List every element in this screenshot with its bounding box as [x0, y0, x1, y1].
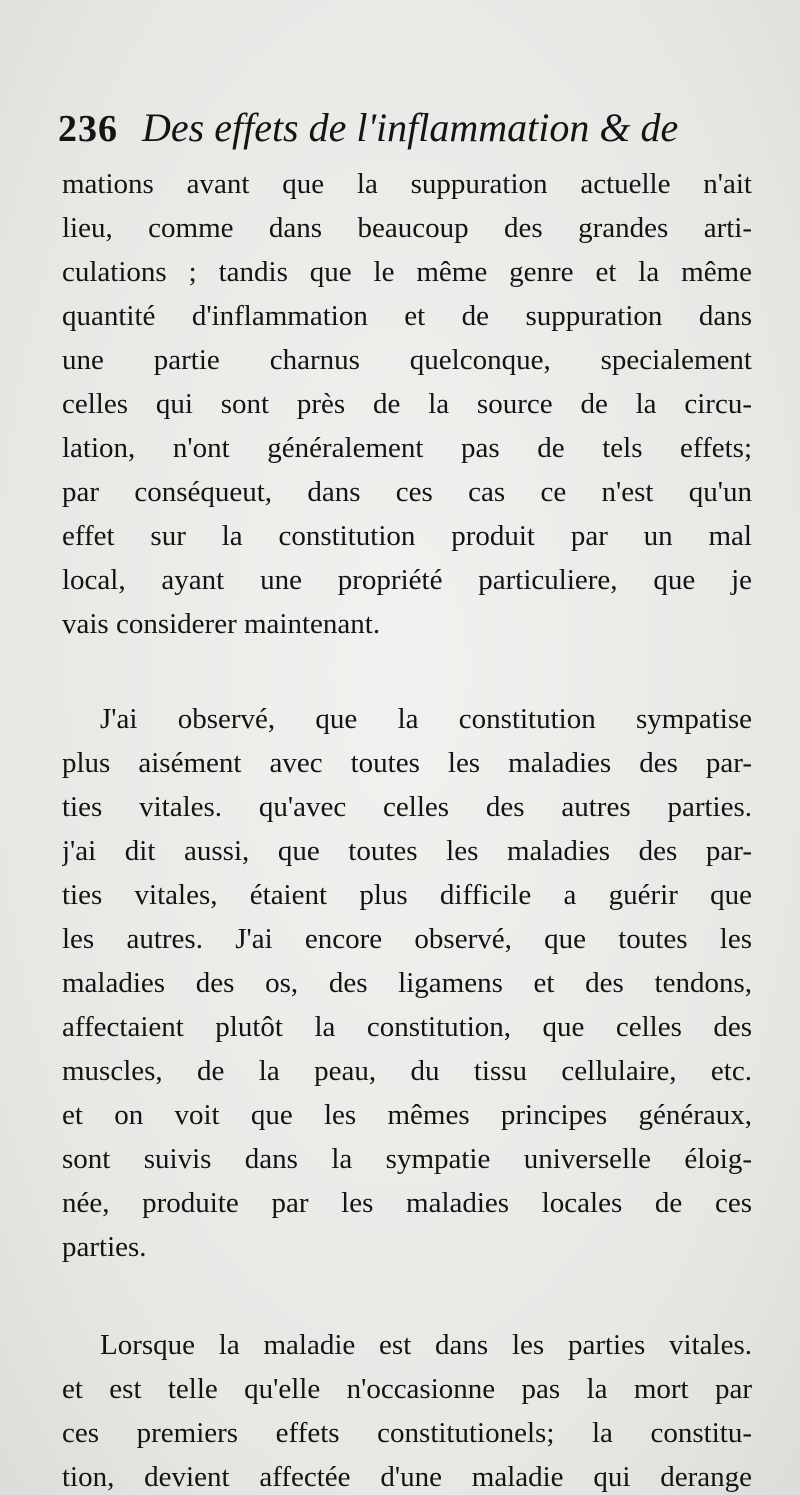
text-line: vais considerer maintenant. [62, 608, 381, 640]
text-line: tion, devient affectée d'une maladie qui derange [62, 1461, 752, 1493]
page-header [58, 98, 758, 158]
paragraph-3 [62, 1323, 752, 1495]
text-line: celles qui sont près de la source de la circu- [62, 388, 752, 420]
text-line: née, produite par les maladies locales de ces [62, 1187, 752, 1219]
text-line: mations avant que la suppuration actuelle n'ait [62, 168, 752, 200]
page-number: 236 [58, 108, 118, 150]
text-line: une partie charnus quelconque, specialement [62, 344, 752, 376]
text-line: et est telle qu'elle n'occasionne pas la mort par [62, 1373, 752, 1405]
text-line: affectaient plutôt la constitution, que celles des [62, 1011, 752, 1043]
text-line: local, ayant une propriété particuliere, que je [62, 564, 752, 596]
text-line: quantité d'inflammation et de suppuration dans [62, 300, 752, 332]
paragraph-2 [62, 697, 752, 1269]
text-line: j'ai dit aussi, que toutes les maladies des par- [62, 835, 752, 867]
text-line: ties vitales, étaient plus difficile a guérir que [62, 879, 752, 911]
text-line: culations ; tandis que le même genre et la même [62, 256, 752, 288]
text-line: J'ai observé, que la constitution sympatise [100, 703, 752, 735]
text-line: parties. [62, 1231, 147, 1263]
paragraph-1 [62, 162, 752, 646]
text-line: maladies des os, des ligamens et des tendons, [62, 967, 752, 999]
text-line: Lorsque la maladie est dans les parties vitales. [100, 1329, 752, 1361]
text-line: lieu, comme dans beaucoup des grandes arti- [62, 212, 752, 244]
text-line: plus aisément avec toutes les maladies des par- [62, 747, 752, 779]
text-line: sont suivis dans la sympatie universelle éloig- [62, 1143, 752, 1175]
text-line: par conséqueut, dans ces cas ce n'est qu'un [62, 476, 752, 508]
text-line: effet sur la constitution produit par un mal [62, 520, 752, 552]
body-text [62, 162, 752, 1495]
text-line: ces premiers effets constitutionels; la constitu- [62, 1417, 752, 1449]
text-line: et on voit que les mêmes principes généraux, [62, 1099, 752, 1131]
text-line: ties vitales. qu'avec celles des autres parties. [62, 791, 752, 823]
running-title: Des effets de l'inflammation & de [142, 105, 679, 150]
text-line: lation, n'ont généralement pas de tels effets; [62, 432, 752, 464]
text-line: muscles, de la peau, du tissu cellulaire, etc. [62, 1055, 752, 1087]
paragraph-gap [62, 646, 752, 697]
text-line: les autres. J'ai encore observé, que toutes les [62, 923, 752, 955]
paragraph-gap [62, 1269, 752, 1323]
